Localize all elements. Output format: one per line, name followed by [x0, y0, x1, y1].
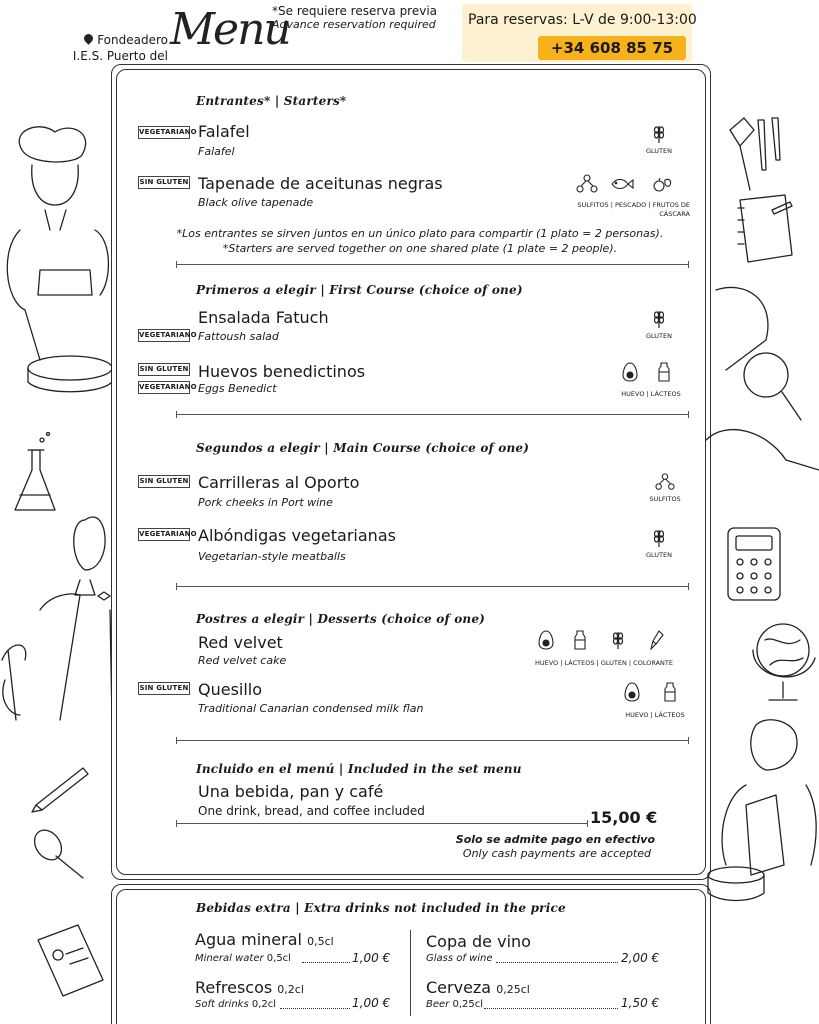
dish-subtitle: Pork cheeks in Port wine [198, 496, 333, 509]
milk-icon [664, 682, 676, 702]
notebook-illustration [730, 190, 800, 270]
milk-icon [574, 630, 586, 650]
reservation-note [272, 4, 437, 32]
tag-vegetarian: VEGETARIANO [138, 381, 190, 394]
section-divider [176, 740, 689, 741]
colorant-icon [650, 630, 664, 650]
drink-price: 1,00 € [352, 996, 391, 1010]
cash-note-es: Solo se admite pago en efectivo [455, 833, 655, 846]
knives-illustration [710, 110, 819, 200]
egg-icon [538, 630, 554, 650]
globe-icon [745, 610, 819, 710]
sulfites-icon [576, 174, 598, 194]
milk-icon [658, 362, 670, 382]
dish-subtitle: Black olive tapenade [198, 196, 314, 209]
wheat-icon [649, 528, 669, 548]
allergen-group [646, 472, 684, 503]
included-name: Una bebida, pan y café [198, 782, 384, 801]
tag-gluten-free: SIN GLUTEN [138, 363, 190, 376]
tag-gluten-free: SIN GLUTEN [138, 176, 190, 189]
chef-illustration [0, 120, 112, 400]
leader-dots [302, 962, 350, 963]
dish-name: Tapenade de aceitunas negras [198, 174, 443, 193]
leader-dots [496, 962, 618, 963]
allergen-gluten: GLUTEN [640, 309, 678, 340]
wheat-icon [608, 630, 628, 650]
drink-subtitle: Beer 0,25cl [426, 999, 484, 1010]
tag-vegetarian: VEGETARIANO [138, 528, 190, 541]
reservation-en: Advance reservation required [272, 18, 436, 31]
main-course-title: Segundos a elegir | Main Course (choice of one) [196, 441, 530, 455]
starters-note-en: *Starters are served together on one shared plate (1 plate = 2 people). [222, 242, 618, 255]
nuts-icon [652, 174, 674, 194]
location-line1: Fondeadero [97, 33, 168, 47]
drinks-divider [410, 930, 411, 1016]
allergen-group [640, 309, 678, 340]
drink-name: Cerveza 0,25cl [426, 978, 530, 997]
tag-vegetarian: VEGETARIANO [138, 329, 190, 342]
calculator-icon [720, 520, 790, 610]
booking-box [462, 4, 697, 62]
leader-dots [280, 1008, 350, 1009]
tag-gluten-free: SIN GLUTEN [138, 475, 190, 488]
allergen-gluten: GLUTEN [640, 124, 678, 155]
section-divider [176, 414, 689, 415]
location-pin-icon [82, 32, 95, 45]
allergen-gluten: GLUTEN [640, 528, 678, 559]
detective-illustration [706, 280, 819, 480]
drink-name: Copa de vino [426, 932, 531, 951]
dish-name: Huevos benedictinos [198, 362, 366, 381]
waiter-illustration [0, 500, 112, 730]
dish-subtitle: Red velvet cake [198, 654, 287, 667]
price-divider [176, 823, 588, 824]
wheat-icon [649, 309, 669, 329]
pen-whisk-illustration [28, 760, 98, 880]
booking-phone[interactable]: +34 608 85 75 [538, 36, 686, 60]
allergen-group [640, 124, 678, 155]
sulfites-icon [655, 472, 675, 492]
allergen-labels: SULFITOS | PESCADO | FRUTOS DE CÁSCARA [577, 201, 690, 218]
section-divider [176, 586, 689, 587]
drink-subtitle: Glass of wine [426, 953, 493, 964]
recipe-card-illustration [28, 920, 108, 1000]
dish-subtitle: Traditional Canarian condensed milk flan [198, 702, 424, 715]
pastry-chef-illustration [706, 715, 819, 905]
drink-subtitle: Soft drinks 0,2cl [195, 999, 277, 1010]
cash-note-en: Only cash payments are accepted [462, 847, 651, 860]
egg-icon [624, 682, 640, 702]
drink-price: 2,00 € [621, 951, 660, 965]
drinks-title: Bebidas extra | Extra drinks not included in the price [196, 901, 566, 915]
location-line2: I.E.S. Puerto del [72, 49, 168, 63]
reservation-es: *Se requiere reserva previa [272, 4, 438, 18]
section-divider [176, 264, 689, 265]
fish-icon [610, 177, 634, 191]
dish-name: Albóndigas vegetarianas [198, 526, 396, 545]
dish-name: Quesillo [198, 680, 263, 699]
leader-dots [484, 1008, 618, 1009]
starters-title: Entrantes* | Starters* [196, 94, 347, 108]
desserts-title: Postres a elegir | Desserts (choice of one) [196, 612, 486, 626]
first-course-title: Primeros a elegir | First Course (choice of one) [196, 283, 523, 297]
allergen-group [640, 528, 678, 559]
drink-name: Agua mineral 0,5cl [195, 930, 334, 949]
dish-name: Falafel [198, 122, 250, 141]
included-subtitle: One drink, bread, and coffee included [198, 804, 425, 818]
drink-subtitle: Mineral water 0,5cl [195, 953, 291, 964]
egg-icon [622, 362, 638, 382]
booking-hours: Para reservas: L-V de 9:00-13:00 [468, 12, 697, 28]
drink-price: 1,50 € [621, 996, 660, 1010]
drink-name: Refrescos 0,2cl [195, 978, 304, 997]
menu-title: Menu [170, 4, 290, 55]
included-title: Incluido en el menú | Included in the set menu [196, 762, 522, 776]
dish-subtitle: Fattoush salad [198, 330, 279, 343]
dish-subtitle: Falafel [198, 145, 235, 158]
wheat-icon [649, 124, 669, 144]
drink-price: 1,00 € [352, 951, 391, 965]
menu-price: 15,00 € [590, 808, 658, 827]
dish-name: Red velvet [198, 633, 283, 652]
dish-subtitle: Vegetarian-style meatballs [198, 550, 346, 563]
allergen-sulfites: SULFITOS [646, 472, 684, 503]
dish-name: Ensalada Fatuch [198, 308, 329, 327]
starters-note-es: *Los entrantes se sirven juntos en un único plato para compartir (1 plato = 2 personas). [176, 227, 664, 240]
dish-subtitle: Eggs Benedict [198, 382, 277, 395]
tag-gluten-free: SIN GLUTEN [138, 682, 190, 695]
dish-name: Carrilleras al Oporto [198, 473, 360, 492]
tag-vegetarian: VEGETARIANO [138, 126, 190, 139]
